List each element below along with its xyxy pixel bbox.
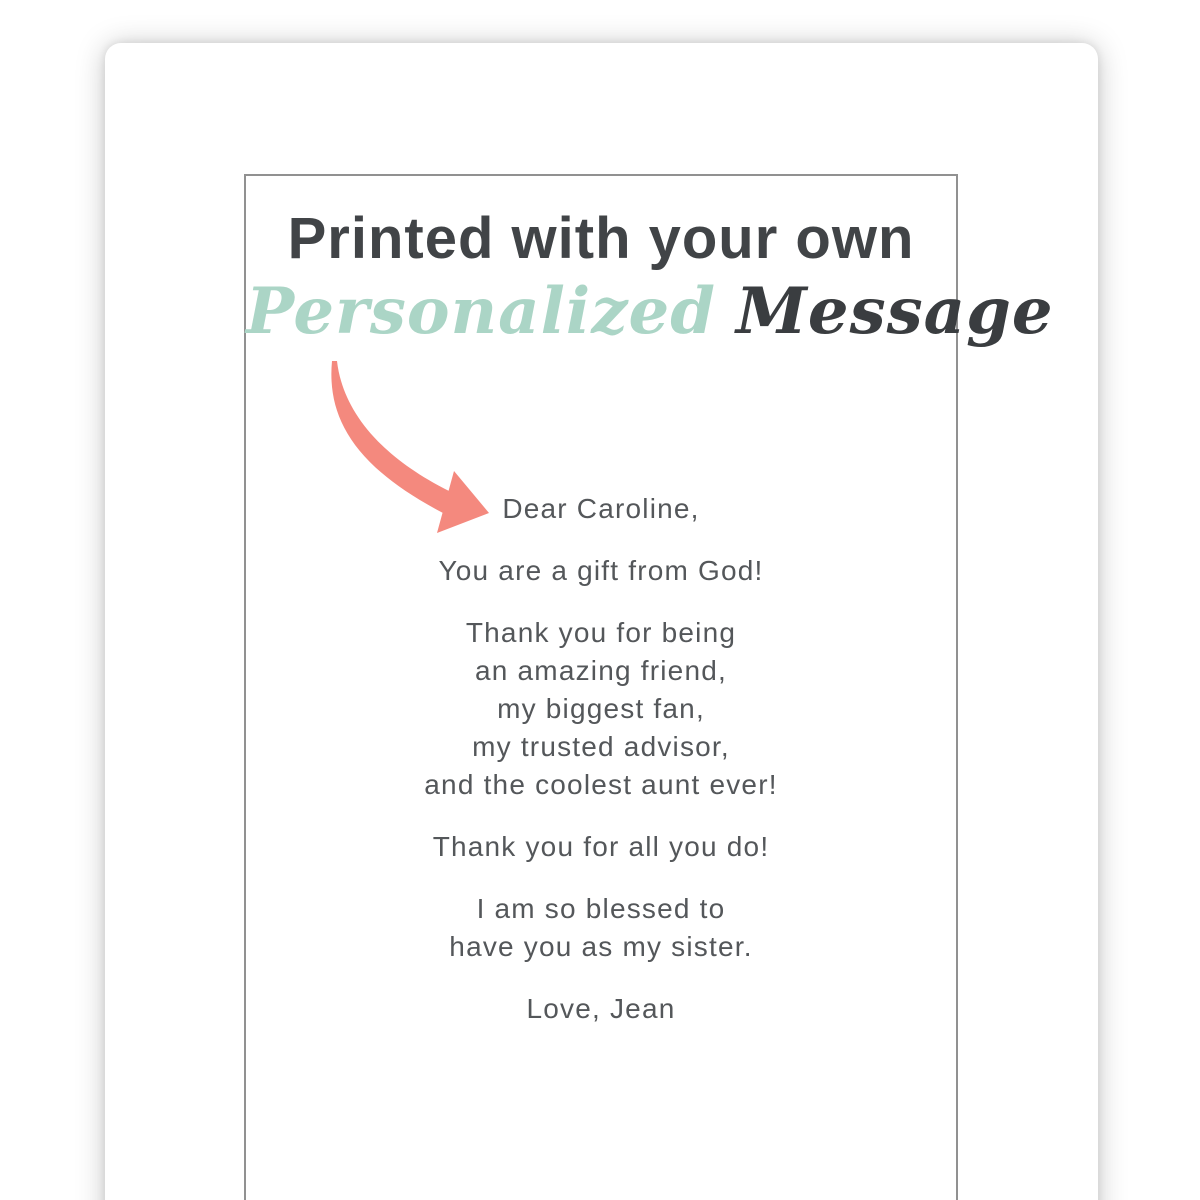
message-line: You are a gift from God!: [438, 555, 764, 586]
message-stanza: [246, 614, 956, 804]
personal-message: [246, 490, 956, 1052]
message-line: an amazing friend,: [475, 655, 727, 686]
curved-arrow-icon: [315, 353, 505, 538]
message-line: my trusted advisor,: [472, 731, 730, 762]
message-line: Thank you for being: [465, 617, 737, 648]
message-signature: Love, Jean: [526, 993, 676, 1024]
script-word-message: Message: [736, 274, 1054, 349]
message-line: and the coolest aunt ever!: [424, 769, 778, 800]
headline-title: Printed with your own: [287, 206, 915, 271]
message-line: Thank you for all you do!: [432, 831, 770, 862]
script-word-personalized: Personalized: [246, 274, 716, 349]
inner-frame-border: [244, 174, 1054, 1200]
message-stanza: [246, 828, 956, 866]
message-stanza: [246, 890, 956, 966]
message-stanza: [246, 552, 956, 590]
message-greeting: Dear Caroline,: [502, 493, 700, 524]
script-headline: [246, 274, 1054, 350]
message-line: my biggest fan,: [497, 693, 705, 724]
message-line: have you as my sister.: [449, 931, 753, 962]
print-card: [105, 43, 1098, 1200]
message-line: I am so blessed to: [476, 893, 726, 924]
message-stanza: [246, 990, 956, 1028]
